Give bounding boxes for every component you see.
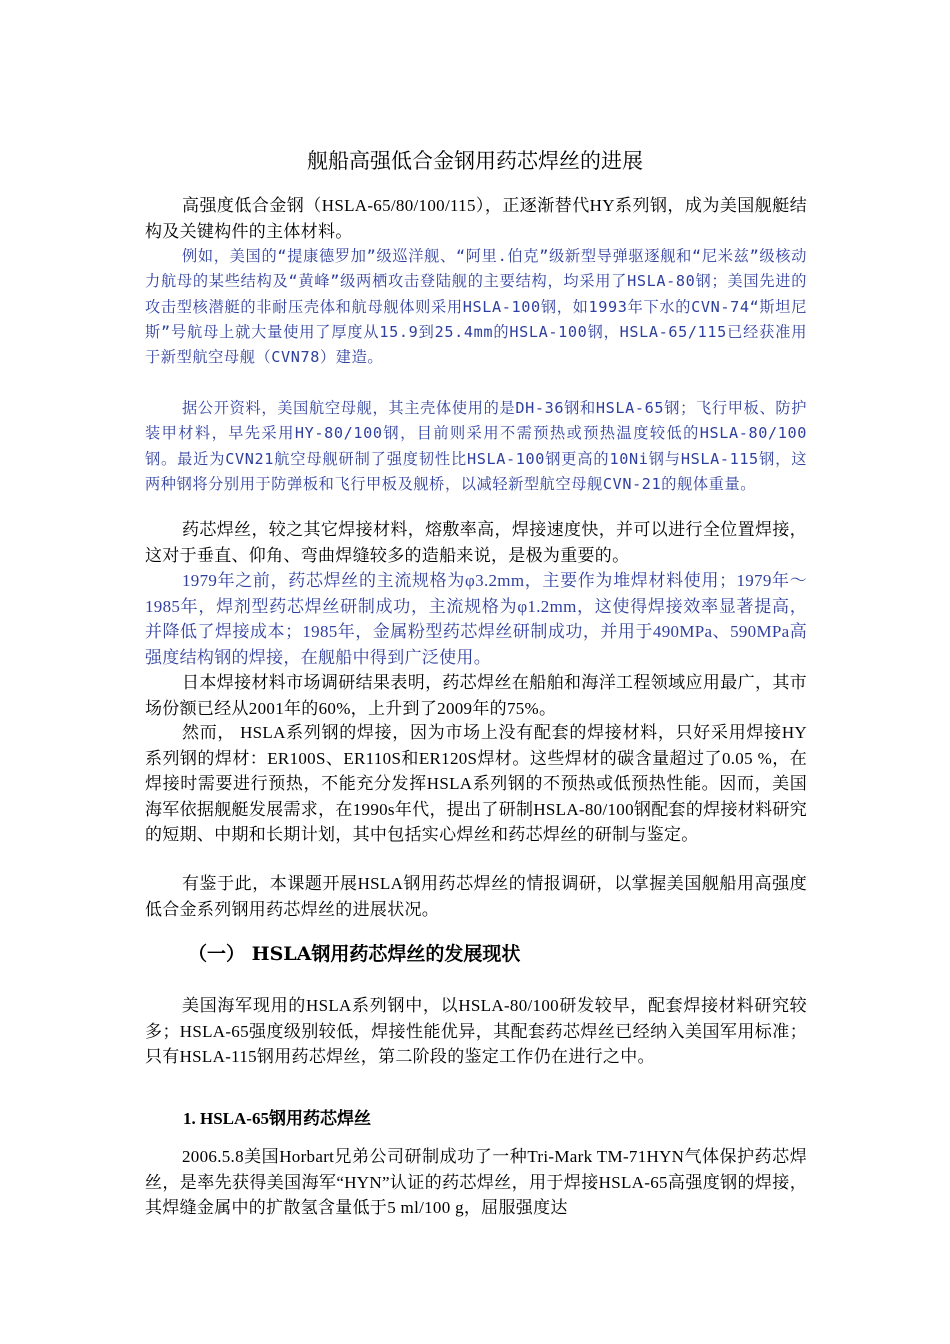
paragraph-history: 1979年之前，药芯焊丝的主流规格为φ3.2mm，主要作为堆焊材料使用；1979年～1985年，焊剂型药芯焊丝研制成功，主流规格为φ1.2mm，这使得焊接效率显著提高，并降低了焊接成本；1985年，金属粉型药芯焊丝研制成功，并用于490MPa、590MPa高强度结构钢的焊接，在舰船中得到广泛使用。 [145,571,807,667]
paragraph-section-intro: 美国海军现用的HSLA系列钢中，以HSLA-80/100研发较早，配套焊接材料研究较多；HSLA-65强度级别较低，焊接性能优异，其配套药芯焊丝已经纳入美国军用标准；只有HSLA-115钢用药芯焊丝，第二阶段的鉴定工作仍在进行之中。 [145,996,807,1066]
paragraph-purpose: 有鉴于此，本课题开展HSLA钢用药芯焊丝的情报调研，以掌握美国舰船用高强度低合金系列钢用药芯焊丝的进展状况。 [145,874,807,919]
paragraph-intro: 高强度低合金钢（HSLA-65/80/100/115），正逐渐替代HY系列钢，成为美国舰艇结构及关键构件的主体材料。 [145,196,807,241]
subsection-heading: 1. HSLA-65钢用药芯焊丝 [183,1109,371,1128]
section-heading: （一） HSLA钢用药芯焊丝的发展现状 [188,943,521,965]
paragraph-japan-market: 日本焊接材料市场调研结果表明，药芯焊丝在船舶和海洋工程领域应用最广，其市场份额已经从2001年的60%，上升到了2009年的75%。 [145,673,807,718]
document-title: 舰船高强低合金钢用药芯焊丝的进展 [307,149,643,173]
paragraph-hsla65: 2006.5.8美国Horbart兄弟公司研制成功了一种Tri-Mark TM-71HYN气体保护药芯焊丝，是率先获得美国海军“HYN”认证的药芯焊丝，用于焊接HSLA-65高强度钢的焊接，其焊缝金属中的扩散氢含量低于5 ml/100 g，屈服强度达 [145,1147,807,1217]
paragraph-carrier-materials: 据公开资料，美国航空母舰，其主壳体使用的是DH-36钢和HSLA-65钢；飞行甲板、防护装甲材料，早先采用HY-80/100钢，目前则采用不需预热或预热温度较低的HSLA-80/100钢。最近为CVN21航空母舰研制了强度韧性比HSLA-100钢更高的10Ni钢与HSLA-115钢，这两种钢将分别用于防弹板和飞行甲板及舰桥，以减轻新型航空母舰CVN-21的舰体重量。 [145,399,807,493]
paragraph-example-ships: 例如，美国的“提康德罗加”级巡洋舰、“阿里.伯克”级新型导弹驱逐舰和“尼米兹”级核动力航母的某些结构及“黄峰”级两栖攻击登陆舰的主要结构，均采用了HSLA-80钢；美国先进的攻击型核潜艇的非耐压壳体和航母舰体则采用HSLA-100钢，如1993年下水的CVN-74“斯坦尼斯”号航母上就大量使用了厚度从15.9到25.4mm的HSLA-100钢，HSLA-65/115已经获准用于新型航空母舰（CVN78）建造。 [145,247,807,367]
paragraph-hsla-welding: 然而， HSLA系列钢的焊接，因为市场上没有配套的焊接材料，只好采用焊接HY系列钢的焊材：ER100S、ER110S和ER120S焊材。这些焊材的碳含量超过了0.05 %，在焊接时需要进行预热，不能充分发挥HSLA系列钢的不预热或低预热性能。因而，美国海军依据舰艇发展需求，在1990s年代，提出了研制HSLA-80/100钢配套的焊接材料研究的短期、中期和长期计划，其中包括实心焊丝和药芯焊丝的研制与鉴定。 [145,723,807,844]
paragraph-flux-cored-advantages: 药芯焊丝，较之其它焊接材料，熔敷率高，焊接速度快，并可以进行全位置焊接，这对于垂直、仰角、弯曲焊缝较多的造船来说，是极为重要的。 [145,520,807,565]
